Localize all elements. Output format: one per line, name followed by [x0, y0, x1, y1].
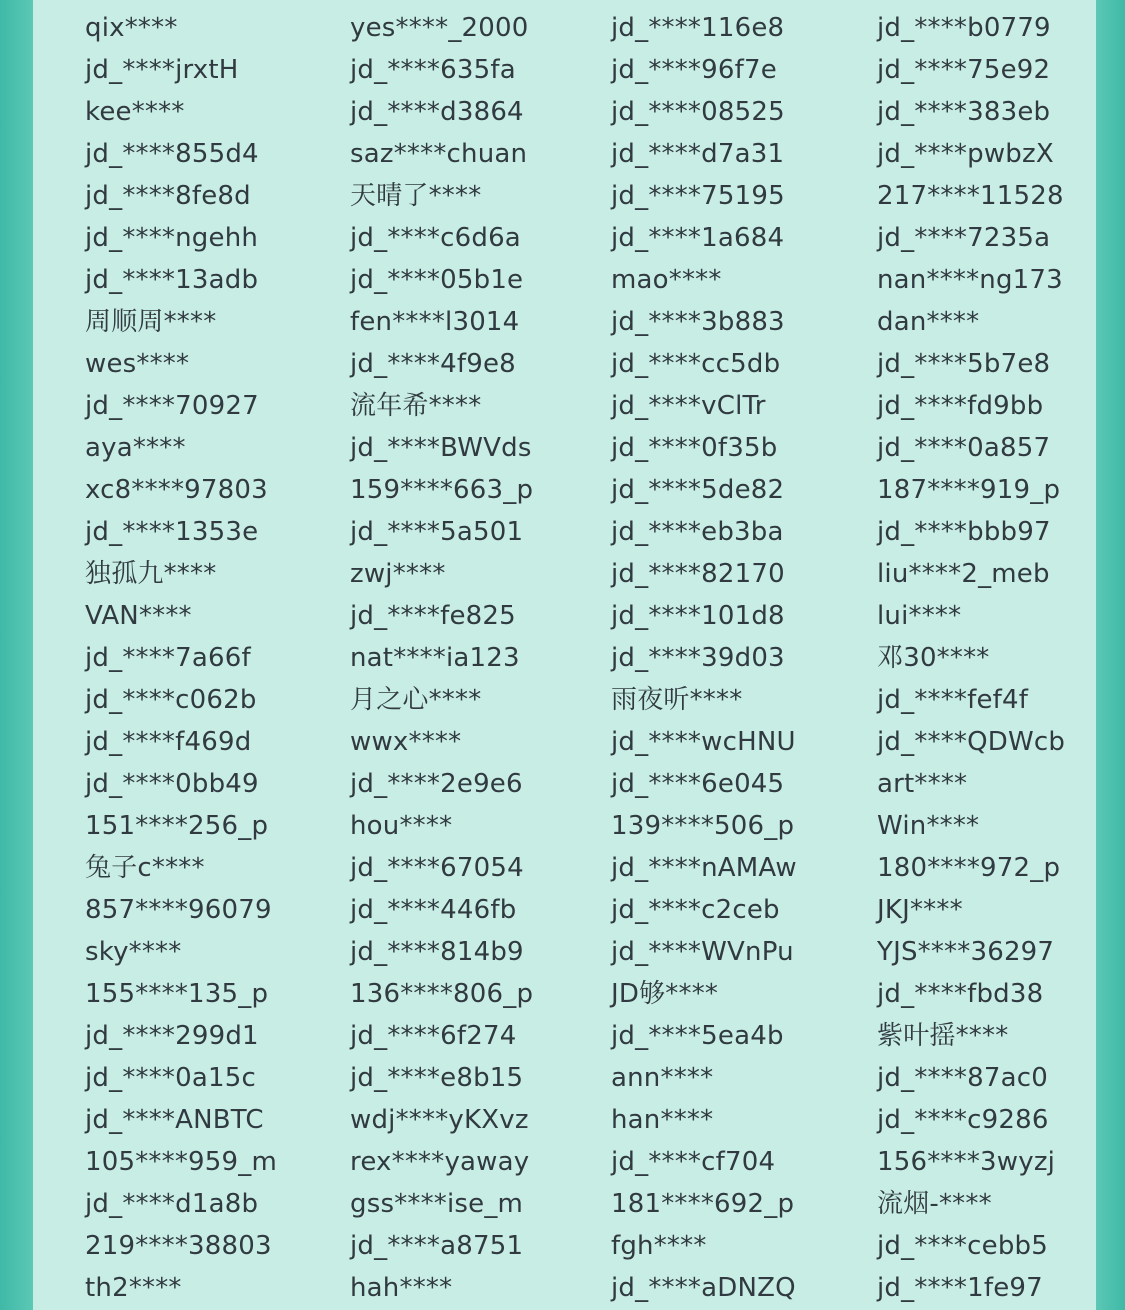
name-cell: jd_****299d1 — [85, 1021, 259, 1051]
name-cell: jd_****f469d — [85, 727, 252, 757]
name-cell: jd_****e8b15 — [350, 1063, 524, 1093]
name-cell: jd_****87ac0 — [877, 1063, 1048, 1093]
name-cell: 217****11528 — [877, 181, 1064, 211]
name-cell: jd_****d1a8b — [85, 1189, 259, 1219]
name-cell: 流烟-**** — [877, 1189, 992, 1219]
name-cell: jd_****4f9e8 — [350, 349, 516, 379]
name-cell: jd_****101d8 — [611, 601, 785, 631]
name-cell: jd_****08525 — [611, 97, 785, 127]
name-cell: jd_****383eb — [877, 97, 1051, 127]
name-cell: lui**** — [877, 601, 962, 631]
name-cell: mao**** — [611, 265, 722, 295]
name-cell: jd_****855d4 — [85, 139, 259, 169]
name-cell: jd_****d3864 — [350, 97, 524, 127]
name-cell: nan****ng173 — [877, 265, 1063, 295]
name-cell: 紫叶摇**** — [877, 1021, 1009, 1051]
name-cell: saz****chuan — [350, 139, 528, 169]
name-cell: Win**** — [877, 811, 980, 841]
name-cell: jd_****0f35b — [611, 433, 778, 463]
name-cell: jd_****WVnPu — [611, 937, 794, 967]
name-cell: aya**** — [85, 433, 186, 463]
name-cell: jd_****fbd38 — [877, 979, 1044, 1009]
name-cell: jd_****c9286 — [877, 1105, 1049, 1135]
name-cell: jd_****c2ceb — [611, 895, 780, 925]
name-cell: 151****256_p — [85, 811, 269, 841]
name-cell: hou**** — [350, 811, 453, 841]
name-cell: 857****96079 — [85, 895, 272, 925]
name-cell: jd_****0bb49 — [85, 769, 259, 799]
name-cell: jd_****1a684 — [611, 223, 785, 253]
name-cell: 180****972_p — [877, 853, 1061, 883]
name-cell: jd_****6e045 — [611, 769, 785, 799]
name-cell: han**** — [611, 1105, 714, 1135]
name-cell: 159****663_p — [350, 475, 534, 505]
name-cell: jd_****82170 — [611, 559, 785, 589]
name-cell: jd_****67054 — [350, 853, 524, 883]
name-cell: jd_****BWVds — [350, 433, 532, 463]
name-cell: jd_****7235a — [877, 223, 1051, 253]
name-cell: kee**** — [85, 97, 185, 127]
name-cell: sky**** — [85, 937, 182, 967]
name-cell: jd_****814b9 — [350, 937, 524, 967]
name-cell: jd_****3b883 — [611, 307, 785, 337]
name-cell: 月之心**** — [350, 685, 482, 715]
name-grid — [85, 7, 1097, 1309]
name-cell: jd_****5de82 — [611, 475, 785, 505]
name-cell: jd_****vClTr — [611, 391, 766, 421]
name-cell: jd_****6f274 — [350, 1021, 517, 1051]
name-cell: wes**** — [85, 349, 190, 379]
name-cell: 天晴了**** — [350, 181, 482, 211]
name-cell: jd_****05b1e — [350, 265, 524, 295]
name-cell: jd_****5ea4b — [611, 1021, 784, 1051]
name-cell: jd_****d7a31 — [611, 139, 785, 169]
name-cell: ann**** — [611, 1063, 714, 1093]
name-cell: jd_****jrxtH — [85, 55, 239, 85]
name-cell: jd_****1fe97 — [877, 1273, 1043, 1303]
name-cell: wwx**** — [350, 727, 462, 757]
name-cell: jd_****QDWcb — [877, 727, 1066, 757]
name-cell: jd_****eb3ba — [611, 517, 784, 547]
name-cell: jd_****13adb — [85, 265, 259, 295]
name-cell: rex****yaway — [350, 1147, 530, 1177]
name-cell: jd_****b0779 — [877, 13, 1051, 43]
name-cell: jd_****cc5db — [611, 349, 781, 379]
name-cell: nat****ia123 — [350, 643, 520, 673]
name-cell: 139****506_p — [611, 811, 795, 841]
name-cell: liu****2_meb — [877, 559, 1050, 589]
name-cell: zwj**** — [350, 559, 446, 589]
name-cell: jd_****ngehh — [85, 223, 259, 253]
name-cell: jd_****1353e — [85, 517, 259, 547]
name-cell: jd_****cf704 — [611, 1147, 776, 1177]
name-cell: jd_****c6d6a — [350, 223, 521, 253]
name-cell: qix**** — [85, 13, 178, 43]
name-cell: jd_****75e92 — [877, 55, 1051, 85]
name-cell: 流年希**** — [350, 391, 482, 421]
name-cell: dan**** — [877, 307, 980, 337]
name-cell: VAN**** — [85, 601, 192, 631]
name-cell: gss****ise_m — [350, 1189, 524, 1219]
name-cell: jd_****ANBTC — [85, 1105, 264, 1135]
name-cell: jd_****446fb — [350, 895, 517, 925]
name-cell: jd_****5a501 — [350, 517, 524, 547]
name-cell: jd_****pwbzX — [877, 139, 1054, 169]
name-cell: 156****3wyzj — [877, 1147, 1056, 1177]
name-cell: 周顺周**** — [85, 307, 217, 337]
name-cell: jd_****0a857 — [877, 433, 1051, 463]
name-cell: hah**** — [350, 1273, 453, 1303]
name-cell: jd_****39d03 — [611, 643, 785, 673]
name-cell: jd_****96f7e — [611, 55, 777, 85]
name-cell: jd_****8fe8d — [85, 181, 251, 211]
name-cell: jd_****fef4f — [877, 685, 1029, 715]
name-cell: YJS****36297 — [877, 937, 1055, 967]
name-cell: art**** — [877, 769, 968, 799]
name-cell: jd_****a8751 — [350, 1231, 524, 1261]
name-cell: jd_****cebb5 — [877, 1231, 1048, 1261]
name-cell: 187****919_p — [877, 475, 1061, 505]
name-cell: 136****806_p — [350, 979, 534, 1009]
name-cell: JD够**** — [611, 979, 719, 1009]
name-cell: jd_****fd9bb — [877, 391, 1044, 421]
name-cell: jd_****7a66f — [85, 643, 251, 673]
name-cell: fgh**** — [611, 1231, 707, 1261]
name-cell: wdj****yKXvz — [350, 1105, 529, 1135]
name-cell: jd_****nAMAw — [611, 853, 797, 883]
name-cell: xc8****97803 — [85, 475, 268, 505]
name-cell: jd_****116e8 — [611, 13, 785, 43]
name-cell: fen****l3014 — [350, 307, 520, 337]
name-cell: jd_****70927 — [85, 391, 259, 421]
name-cell: jd_****0a15c — [85, 1063, 256, 1093]
name-cell: jd_****2e9e6 — [350, 769, 523, 799]
name-cell: jd_****bbb97 — [877, 517, 1051, 547]
name-cell: jd_****5b7e8 — [877, 349, 1051, 379]
name-cell: jd_****635fa — [350, 55, 516, 85]
name-cell: 邓30**** — [877, 643, 990, 673]
name-cell: JKJ**** — [877, 895, 963, 925]
name-cell: 雨夜听**** — [611, 685, 743, 715]
name-cell: yes****_2000 — [350, 13, 529, 43]
name-cell: 219****38803 — [85, 1231, 272, 1261]
name-cell: jd_****aDNZQ — [611, 1273, 796, 1303]
name-cell: th2**** — [85, 1273, 182, 1303]
name-cell: jd_****wcHNU — [611, 727, 796, 757]
name-cell: 181****692_p — [611, 1189, 795, 1219]
name-cell: jd_****fe825 — [350, 601, 516, 631]
name-cell: jd_****75195 — [611, 181, 785, 211]
name-cell: jd_****c062b — [85, 685, 257, 715]
name-cell: 独孤九**** — [85, 559, 217, 589]
name-cell: 105****959_m — [85, 1147, 277, 1177]
name-cell: 兔子c**** — [85, 853, 205, 883]
name-cell: 155****135_p — [85, 979, 269, 1009]
